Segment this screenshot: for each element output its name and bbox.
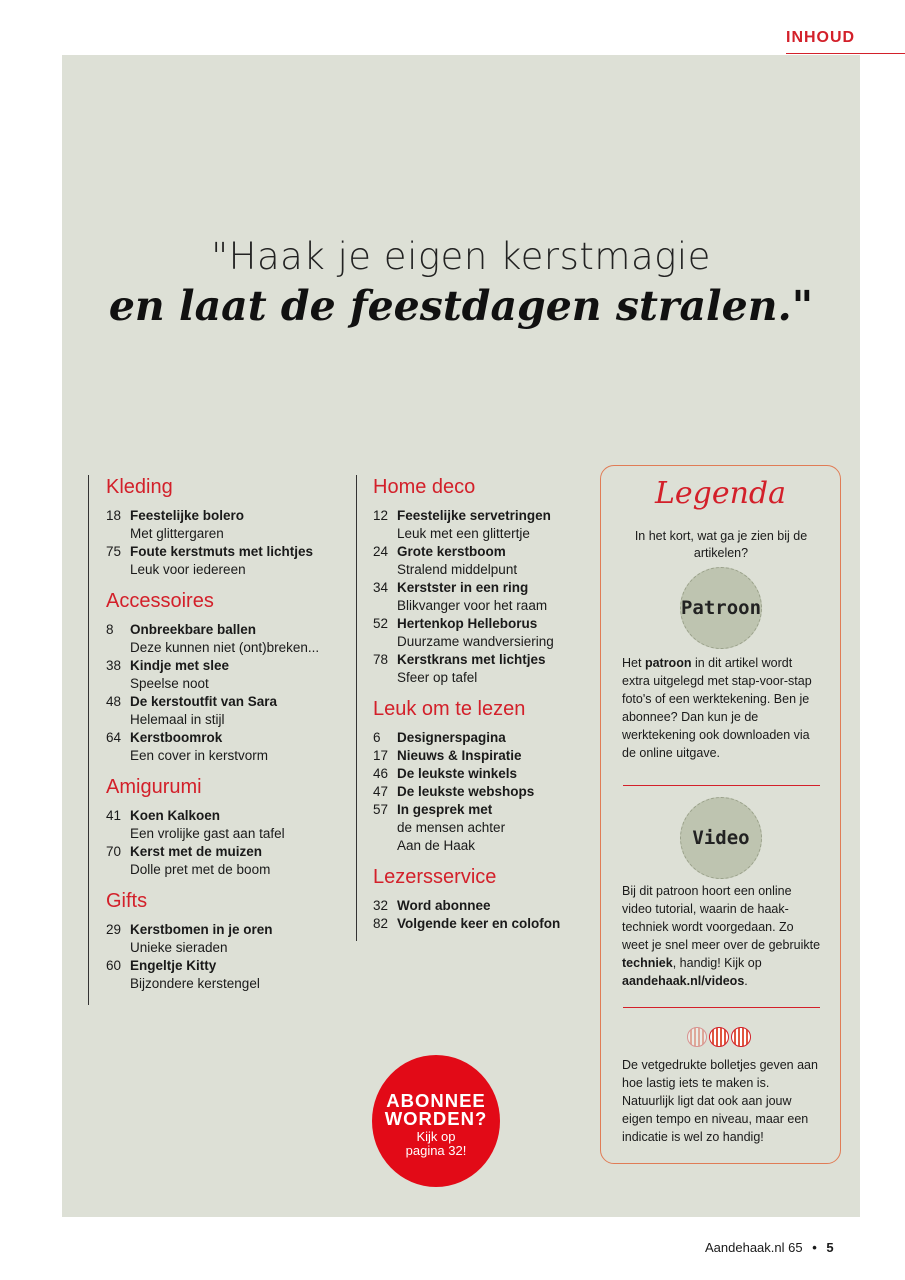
item-title: Feestelijke servetringen — [397, 508, 551, 523]
patroon-badge: Patroon — [680, 567, 762, 649]
page-number: 70 — [106, 844, 122, 859]
quote-line-2: en laat de feestdagen stralen." — [108, 282, 814, 330]
toc-column-2 — [356, 475, 613, 941]
item-subtitle: Duurzame wandversiering — [397, 634, 554, 649]
legend-subtitle: In het kort, wat ga je zien bij de artikelen? — [634, 529, 808, 560]
toc-item[interactable] — [373, 765, 613, 783]
item-title: Volgende keer en colofon — [397, 916, 561, 931]
badge-line-3: Kijk op — [416, 1129, 456, 1144]
item-subtitle: Sfeer op tafel — [397, 670, 478, 685]
page-number: 41 — [106, 808, 122, 823]
page-number: 12 — [373, 508, 389, 523]
item-subtitle: Dolle pret met de boom — [130, 862, 271, 877]
page-footer — [705, 1240, 834, 1255]
item-title: Kindje met slee — [130, 658, 230, 673]
page-number: 78 — [373, 652, 389, 667]
video-description — [622, 882, 822, 990]
page-number: 38 — [106, 658, 122, 673]
yarn-ball-icon — [687, 1027, 707, 1047]
footer-page-number: 5 — [826, 1240, 834, 1255]
toc-item[interactable] — [373, 915, 613, 933]
section-title: Amigurumi — [106, 776, 202, 798]
section-title: Lezersservice — [373, 866, 497, 888]
item-subtitle: Leuk voor iedereen — [130, 562, 246, 577]
toc-item[interactable] — [373, 729, 613, 747]
item-title: De kerstoutfit van Sara — [130, 694, 278, 709]
item-title: Kerst met de muizen — [130, 844, 263, 859]
section-title: Home deco — [373, 476, 476, 498]
toc-item[interactable] — [106, 693, 366, 729]
badge-line-1: ABONNEE — [386, 1090, 486, 1111]
item-subtitle: Met glittergaren — [130, 526, 224, 541]
item-subtitle: Blikvanger voor het raam — [397, 598, 548, 613]
badge-line-4: pagina 32! — [405, 1143, 467, 1158]
toc-item[interactable] — [106, 729, 366, 765]
toc-item[interactable] — [373, 747, 613, 765]
toc-item[interactable] — [373, 507, 613, 543]
item-title: Engeltje Kitty — [130, 958, 217, 973]
yarn-ball-icon — [731, 1027, 751, 1047]
page-number: 64 — [106, 730, 122, 745]
item-title: Kerstbomen in je oren — [130, 922, 273, 937]
item-subtitle: Stralend middelpunt — [397, 562, 518, 577]
item-title: Nieuws & Inspiratie — [397, 748, 522, 763]
page-number: 47 — [373, 784, 389, 799]
page-number: 18 — [106, 508, 122, 523]
item-subtitle: Deze kunnen niet (ont)breken... — [130, 640, 320, 655]
video-text-mid: , handig! Kijk op — [672, 956, 762, 970]
toc-item[interactable] — [106, 507, 366, 543]
toc-item[interactable] — [106, 543, 366, 579]
item-title: De leukste webshops — [397, 784, 535, 799]
legend-box — [600, 465, 841, 1164]
page-number: 24 — [373, 544, 389, 559]
toc-column-1 — [88, 475, 366, 1005]
footer-separator: • — [812, 1240, 817, 1255]
item-subtitle: Een vrolijke gast aan tafel — [130, 826, 285, 841]
item-title: Foute kerstmuts met lichtjes — [130, 544, 314, 559]
page-number: 48 — [106, 694, 122, 709]
patroon-text-pre: Het — [622, 656, 645, 670]
video-badge: Video — [680, 797, 762, 879]
header-underline — [786, 53, 905, 54]
item-title: Onbreekbare ballen — [130, 622, 257, 637]
item-title: Kerstster in een ring — [397, 580, 529, 595]
toc-item[interactable] — [106, 843, 366, 879]
page-number: 52 — [373, 616, 389, 631]
page-number: 8 — [106, 622, 114, 637]
quote-line-1: "Haak je eigen kerstmagie — [211, 235, 711, 278]
item-title: Kerstboomrok — [130, 730, 223, 745]
badge-line-2: WORDEN? — [384, 1108, 488, 1129]
item-title: De leukste winkels — [397, 766, 518, 781]
item-title: Designerspagina — [397, 730, 506, 745]
item-title: Grote kerstboom — [397, 544, 506, 559]
video-text-end: . — [744, 974, 748, 988]
legend-title: Legenda — [654, 476, 787, 511]
patroon-description — [622, 654, 822, 762]
item-title: Kerstkrans met lichtjes — [397, 652, 546, 667]
item-subtitle: Bijzondere kerstengel — [130, 976, 260, 991]
page-number: 17 — [373, 748, 389, 763]
toc-item[interactable] — [373, 783, 613, 801]
patroon-text-post: in dit artikel wordt extra uitgelegd met stap-voor-stap foto's of een werktekening. Ben je abonnee? Dan kun je de werktekening ook downloaden via de online uitgave. — [622, 656, 812, 760]
toc-item[interactable] — [373, 579, 613, 615]
item-title: Word abonnee — [397, 898, 491, 913]
item-subtitle: Unieke sieraden — [130, 940, 228, 955]
patroon-text-bold: patroon — [644, 656, 692, 670]
item-title: Koen Kalkoen — [130, 808, 221, 823]
video-text-bold-2: aandehaak.nl/videos — [622, 974, 745, 988]
toc-item[interactable] — [106, 621, 366, 657]
item-subtitle-2: Aan de Haak — [397, 838, 476, 853]
difficulty-description: De vetgedrukte bolletjes geven aan hoe lastig iets te maken is. Natuurlijk ligt dat ook aan jouw eigen tempo en niveau, maar een indicatie is wel zo handig! — [622, 1058, 818, 1144]
page-number: 82 — [373, 916, 389, 931]
section-title: Accessoires — [106, 590, 214, 612]
toc-item[interactable] — [373, 651, 613, 687]
item-subtitle: Speelse noot — [130, 676, 209, 691]
footer-site: Aandehaak.nl 65 — [705, 1240, 803, 1255]
toc-item[interactable] — [106, 957, 366, 993]
toc-item[interactable] — [373, 801, 613, 855]
toc-item[interactable] — [106, 657, 366, 693]
page-number: 75 — [106, 544, 122, 559]
video-text-pre: Bij dit patroon hoort een online video tutorial, waarin de haak-techniek wordt voorgedaan. Zo weet je snel meer over de gebruikte — [622, 884, 821, 952]
yarn-ball-icon — [709, 1027, 729, 1047]
difficulty-dots — [687, 1027, 751, 1047]
item-subtitle: Leuk met een glittertje — [397, 526, 530, 541]
item-subtitle: Een cover in kerstvorm — [130, 748, 269, 763]
divider — [623, 785, 820, 786]
item-subtitle: de mensen achter — [397, 820, 506, 835]
toc-item[interactable] — [106, 921, 366, 957]
page-number: 6 — [373, 730, 381, 745]
page-number: 29 — [106, 922, 122, 937]
page-number: 34 — [373, 580, 389, 595]
toc-item[interactable] — [373, 897, 613, 915]
section-title: Kleding — [106, 476, 173, 498]
item-title: Feestelijke bolero — [130, 508, 245, 523]
toc-item[interactable] — [373, 615, 613, 651]
item-subtitle: Helemaal in stijl — [130, 712, 225, 727]
toc-item[interactable] — [373, 543, 613, 579]
item-title: In gesprek met — [397, 802, 493, 817]
section-title: Gifts — [106, 890, 148, 912]
divider — [623, 1007, 820, 1008]
page-number: 46 — [373, 766, 389, 781]
page-number: 32 — [373, 898, 389, 913]
subscribe-badge[interactable] — [372, 1055, 500, 1187]
page-number: 57 — [373, 802, 389, 817]
toc-item[interactable] — [106, 807, 366, 843]
page-number: 60 — [106, 958, 122, 973]
section-title: Leuk om te lezen — [373, 698, 526, 720]
video-text-bold-1: techniek — [622, 956, 673, 970]
item-title: Hertenkop Helleborus — [397, 616, 538, 631]
section-header: INHOUD — [786, 29, 856, 46]
